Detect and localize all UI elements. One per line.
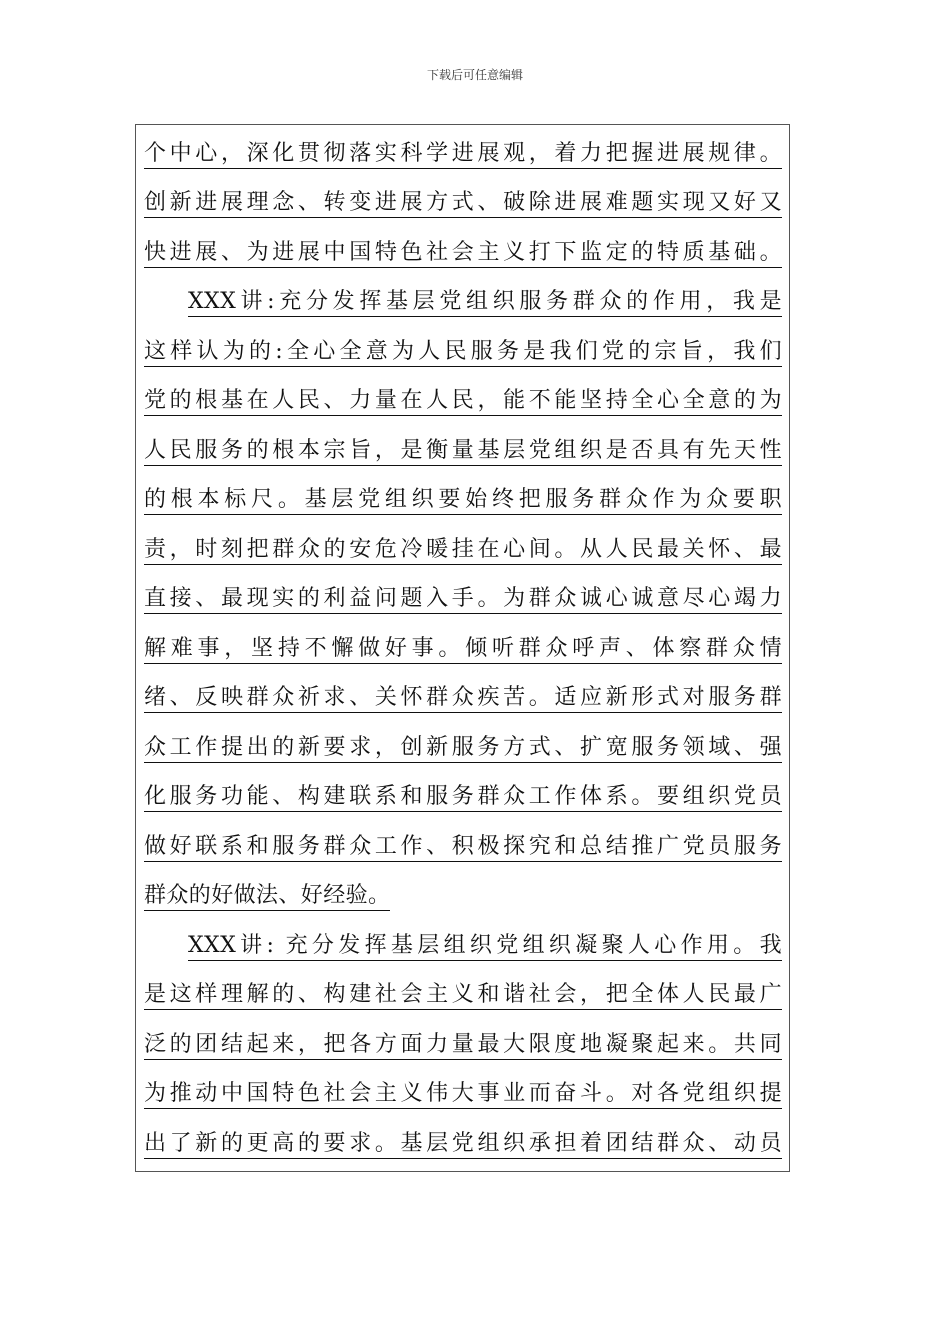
text-line — [144, 822, 782, 872]
text-line-content: 众工作提出的新要求，创新服务方式、扩宽服务领域、强 — [144, 734, 782, 763]
text-line — [144, 624, 782, 674]
text-line — [144, 773, 782, 823]
text-line — [144, 1070, 782, 1120]
text-line-content: 做好联系和服务群众工作、积极探究和总结推广党员服务 — [144, 833, 782, 862]
text-line — [144, 1020, 782, 1070]
text-line — [144, 327, 782, 377]
text-line-content: 化服务功能、构建联系和服务群众工作体系。要组织党员 — [144, 783, 782, 812]
text-line — [144, 228, 782, 278]
text-line — [144, 377, 782, 427]
text-line-content: 快进展、为进展中国特色社会主义打下监定的特质基础。 — [144, 239, 782, 268]
text-line-content: 个中心，深化贯彻落实科学进展观，着力把握进展规律。 — [144, 140, 782, 169]
text-line-content: 是这样理解的、构建社会主义和谐社会，把全体人民最广 — [144, 981, 782, 1010]
text-line-content: XXX讲: 充分发挥基层组织党组织凝聚人心作用。我 — [188, 932, 782, 961]
text-line-content: 的根本标尺。基层党组织要始终把服务群众作为众要职 — [144, 486, 782, 515]
text-line-content: 泛的团结起来，把各方面力量最大限度地凝聚起来。共同 — [144, 1031, 782, 1060]
text-line-content: 责，时刻把群众的安危冷暖挂在心间。从人民最关怀、最 — [144, 536, 782, 565]
text-line-content: 人民服务的根本宗旨，是衡量基层党组织是否具有先天性 — [144, 437, 782, 466]
text-line-content: 出了新的更高的要求。基层党组织承担着团结群众、动员 — [144, 1130, 782, 1159]
text-line-content: 创新进展理念、转变进展方式、破除进展难题实现又好又 — [144, 189, 782, 218]
text-line — [144, 525, 782, 575]
text-line — [144, 1119, 782, 1169]
text-line — [144, 674, 782, 724]
text-line-content: 党的根基在人民、力量在人民，能不能坚持全心全意的为 — [144, 387, 782, 416]
text-line — [144, 921, 782, 971]
text-line — [144, 278, 782, 328]
page-header-note: 下载后可任意编辑 — [426, 68, 523, 82]
text-line-content: 为推动中国特色社会主义伟大事业而奋斗。对各党组织提 — [144, 1080, 782, 1109]
text-line — [144, 723, 782, 773]
text-line-content: 群众的好做法、好经验。 — [144, 882, 390, 911]
text-line — [144, 872, 782, 922]
text-line — [144, 129, 782, 179]
text-line-content: 解难事，坚持不懈做好事。倾听群众呼声、体察群众情 — [144, 635, 782, 664]
text-line — [144, 426, 782, 476]
text-line — [144, 179, 782, 229]
text-line-content: 绪、反映群众祈求、关怀群众疾苦。适应新形式对服务群 — [144, 684, 782, 713]
text-line — [144, 476, 782, 526]
text-line — [144, 575, 782, 625]
document-frame — [135, 124, 790, 1172]
text-line-content: 这样认为的:全心全意为人民服务是我们党的宗旨，我们 — [144, 338, 782, 367]
text-line-content: 直接、最现实的利益问题入手。为群众诚心诚意尽心竭力 — [144, 585, 782, 614]
document-body — [144, 129, 782, 1169]
text-line-content: XXX讲:充分发挥基层党组织服务群众的作用，我是 — [188, 288, 782, 317]
text-line — [144, 971, 782, 1021]
